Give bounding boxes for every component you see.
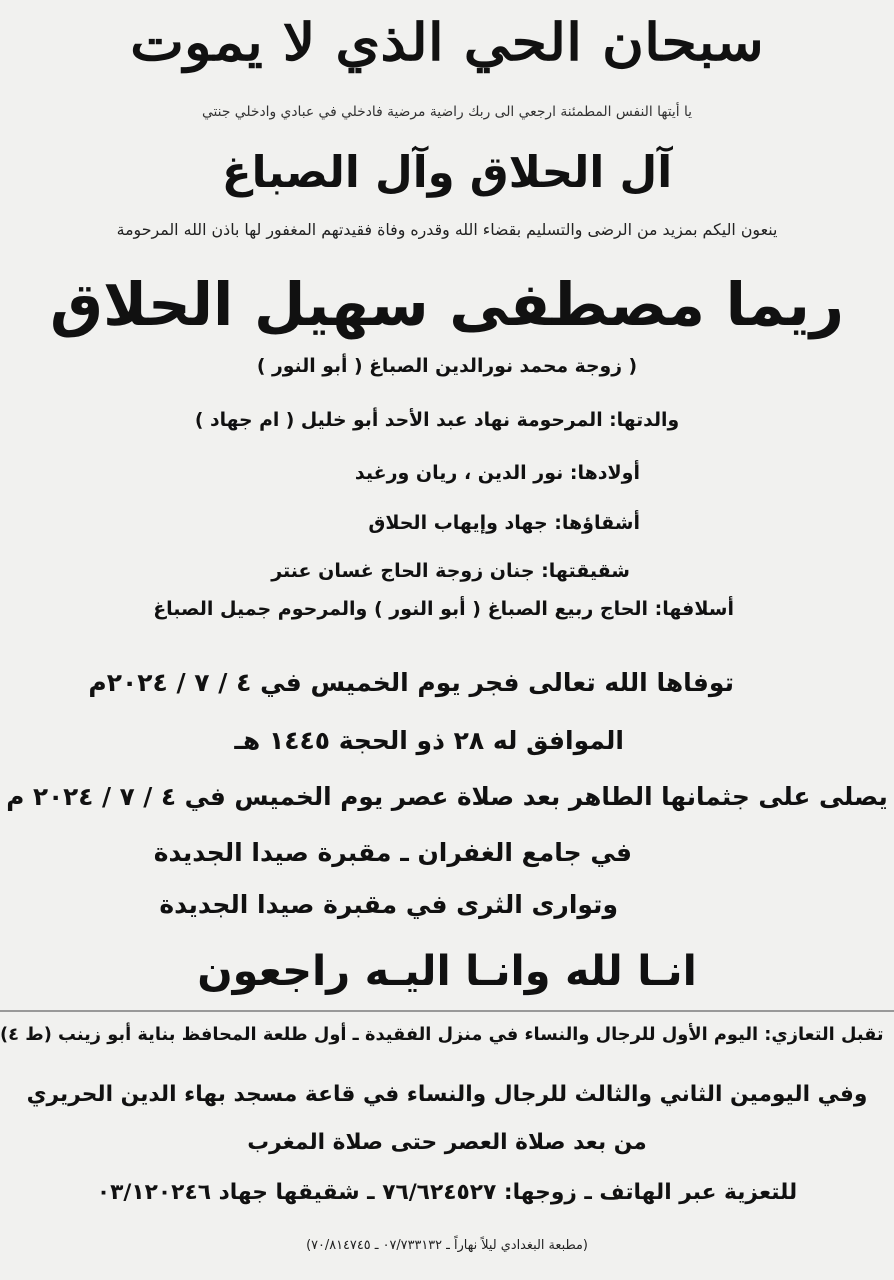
closing-verse: انـا لله وانـا اليـه راجعون <box>197 946 697 995</box>
in-laws-line: أسلافها: الحاج ربيع الصباغ ( أبو النور ) والمرحوم جميل الصباغ <box>153 598 734 620</box>
brothers-line: أشقاؤها: جهاد وإيهاب الحلاق <box>368 512 640 534</box>
hijri-date-line: الموافق له ٢٨ ذو الحجة ١٤٤٥ هـ <box>234 726 624 755</box>
printer-note: (مطبعة البغدادي ليلاً نهاراً ـ ٠٧/٧٣٣١٣٢ ـ ٧٠/٨١٤٧٤٥) <box>306 1238 588 1253</box>
families-title: آل الحلاق وآل الصباغ <box>221 148 673 198</box>
deceased-name: ريما مصطفى سهيل الحلاق <box>49 270 845 339</box>
condolences-line-1: تقبل التعازي: اليوم الأول للرجال والنساء في منزل الفقيدة ـ أول طلعة المحافظ بناية أبو زينب (ط ٤) <box>0 1024 884 1045</box>
header-calligraphy: سبحان الحي الذي لا يموت <box>130 11 764 73</box>
spouse-line: ( زوجة محمد نورالدين الصباغ ( أبو النور ) <box>256 356 638 377</box>
sister-line: شقيقتها: جنان زوجة الحاج غسان عنتر <box>271 560 630 582</box>
announcement-text: ينعون اليكم بمزيد من الرضى والتسليم بقضاء الله وقدره وفاة فقيدتهم المغفور لها باذن الله المرحومة <box>116 220 778 239</box>
section-divider <box>0 1010 894 1012</box>
condolences-line-2: وفي اليومين الثاني والثالث للرجال والنساء في قاعة مسجد بهاء الدين الحريري <box>26 1082 868 1107</box>
funeral-prayer-line: يصلى على جثمانها الطاهر بعد صلاة عصر يوم الخميس في ٤ / ٧ / ٢٠٢٤ م <box>6 782 888 811</box>
children-line: أولادها: نور الدين ، ريان ورغيد <box>354 462 640 484</box>
burial-line: وتوارى الثرى في مقبرة صيدا الجديدة <box>159 890 618 919</box>
mosque-line: في جامع الغفران ـ مقبرة صيدا الجديدة <box>153 838 632 867</box>
death-date-line: توفاها الله تعالى فجر يوم الخميس في ٤ / ٧ / ٢٠٢٤م <box>88 668 734 697</box>
quran-verse: يا أيتها النفس المطمئنة ارجعي الى ربك راضية مرضية فادخلي في عبادي وادخلي جنتي <box>201 104 693 120</box>
condolences-line-3: من بعد صلاة العصر حتى صلاة المغرب <box>247 1130 647 1155</box>
condolences-phone-line: للتعزية عبر الهاتف ـ زوجها: ٧٦/٦٢٤٥٢٧ ـ شقيقها جهاد ٠٣/١٢٠٢٤٦ <box>96 1180 798 1205</box>
mother-line: والدتها: المرحومة نهاد عبد الأحد أبو خليل ( ام جهاد ) <box>194 410 680 431</box>
